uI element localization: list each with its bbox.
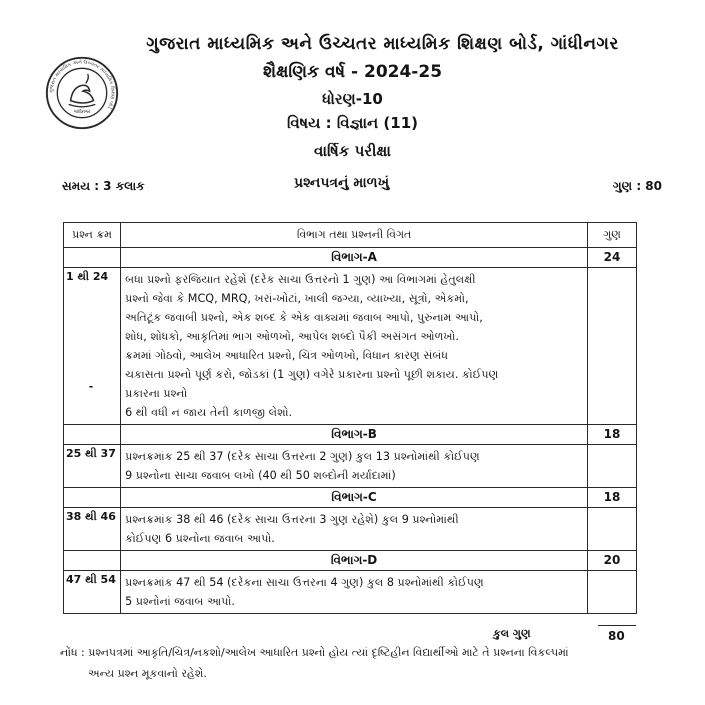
section-b-description	[121, 445, 588, 488]
section-d-marks: 20	[588, 551, 637, 571]
section-b-title: વિભાગ-B	[121, 425, 588, 445]
section-c-body-row	[64, 508, 637, 551]
total-divider	[598, 625, 636, 626]
total-marks: ગુણ : 80	[612, 179, 662, 193]
section-b-line: 9 પ્રશ્નોના સાચા જવાબ લખો (40 થી 50 શબ્દોની મર્યાદામાં)	[125, 469, 396, 482]
total-label: કુલ ગુણ	[493, 627, 531, 640]
section-b-range: 25 થી 37	[64, 445, 121, 488]
section-c-marks: 18	[588, 488, 637, 508]
section-c-line: પ્રશ્નક્રમાંક 38 થી 46 (દરેક સાચા ઉત્તરના 3 ગુણ રહેશે) કુલ 9 પ્રશ્નોમાંથી	[125, 513, 459, 526]
section-d-line: પ્રશ્નક્રમાંક 47 થી 54 (દરેકના સાચા ઉત્તરના 4 ગુણ) કુલ 8 પ્રશ્નોમાંથી કોઈપણ	[125, 576, 484, 589]
section-d-body-row	[64, 571, 637, 614]
section-c-title: વિભાગ-C	[121, 488, 588, 508]
meta-row	[62, 175, 662, 197]
exam-time: સમય : 3 કલાક	[62, 179, 145, 193]
svg-text:ગુજરાત માધ્યમિક અને ઉચ્ચતર માધ: ગુજરાત માધ્યમિક અને ઉચ્ચતર માધ્યમિક શિક્ષણ બોર્ડ	[48, 59, 116, 110]
section-b-marks: 18	[588, 425, 637, 445]
total-value: 80	[608, 629, 625, 643]
section-b-line: પ્રશ્નક્રમાંક 25 થી 37 (દરેક સાચા ઉત્તરના 2 ગુણ) કુલ 13 પ્રશ્નોમાંથી કોઈપણ	[125, 450, 480, 463]
section-d-range: 47 થી 54	[64, 571, 121, 614]
section-b-body-row	[64, 445, 637, 488]
svg-text:ગાંધીનગર: ગાંધીનગર	[73, 109, 91, 115]
blueprint-table	[63, 222, 637, 614]
section-a-line: પ્રશ્નો જેવા કે MCQ, MRQ, ખરાં-ખોટાં, ખાલી જગ્યા, વ્યાખ્યા, સૂત્રો, એકમો,	[125, 292, 469, 305]
academic-year: શૈક્ષણિક વર્ષ - 2024-25	[262, 62, 443, 82]
section-a-line: બધા પ્રશ્નો ફરજિયાત રહેશે (દરેક સાચા ઉત્તરનો 1 ગુણ) આ વિભાગમાં હેતુલક્ષી	[125, 273, 476, 286]
section-a-line: પ્રકારના પ્રશ્નો	[125, 387, 188, 400]
col-header-details: વિભાગ તથા પ્રશ્નની વિગત	[121, 223, 588, 248]
section-a-line: 6 થી વધી ન જાય તેની કાળજી લેશો.	[125, 406, 293, 419]
table-header-row	[64, 223, 637, 248]
structure-title: પ્રશ્નપત્રનું માળખું	[294, 175, 390, 191]
section-c-line: કોઈપણ 6 પ્રશ્નોના જવાબ આપો.	[125, 532, 275, 545]
standard: ધોરણ-10	[322, 90, 383, 108]
section-a-line: શોધ, શોધકો, આકૃતિમાં ભાગ ઓળખો, આપેલ શબ્દો પૈકી અસંગત ઓળખો.	[125, 330, 459, 343]
section-a-title: વિભાગ-A	[121, 248, 588, 268]
section-a-description	[121, 268, 588, 425]
section-a-line: અતિટૂંક જવાબી પ્રશ્નો, એક શબ્દ કે એક વાક્યમાં જવાબ આપો, પુરુંનામ આપો,	[125, 311, 483, 324]
section-a-dash: -	[88, 380, 94, 393]
section-c-range: 38 થી 46	[64, 508, 121, 551]
section-d-line: 5 પ્રશ્નોનાં જવાબ આપો.	[125, 595, 235, 608]
col-header-question-no: પ્રશ્ન ક્રમ	[64, 223, 121, 248]
section-a-range: 1 થી 24	[66, 270, 109, 283]
exam-name: વાર્ષિક પરીક્ષા	[314, 142, 391, 160]
note-line-1: નોંધ : પ્રશ્નપત્રમાં આકૃતિ/ચિત્ર/નકશો/આલેખ આધારિત પ્રશ્નો હોય ત્યાં દૃષ્ટિહીન વિદ્યાર્થીઓ માટે તે પ્રશ્નના વિકલ્પમાં	[60, 646, 569, 659]
section-d-description	[121, 571, 588, 614]
section-c-title-row	[64, 488, 637, 508]
section-a-line: ક્રમમાં ગોઠવો, આલેખ આધારિત પ્રશ્નો, ચિત્ર ઓળખો, વિધાન કારણ સંબંધ	[125, 349, 449, 362]
section-b-title-row	[64, 425, 637, 445]
section-d-title: વિભાગ-D	[121, 551, 588, 571]
section-a-body-row	[64, 268, 637, 425]
section-d-title-row	[64, 551, 637, 571]
section-a-title-row	[64, 248, 637, 268]
section-a-marks: 24	[588, 248, 637, 268]
board-name: ગુજરાત માધ્યમિક અને ઉચ્ચતર માધ્યમિક શિક્ષણ બોર્ડ, ગાંધીનગર	[146, 34, 619, 54]
subject: વિષય : વિજ્ઞાન (11)	[287, 114, 418, 132]
note-line-2: અન્ય પ્રશ્ન મૂકવાનો રહેશે.	[88, 667, 207, 680]
section-a-line: ચકાસતા પ્રશ્નો પૂર્ણ કરો, જોડકાં (1 ગુણ) વગેરે પ્રકારના પ્રશ્નો પૂછી શકાય. કોઈપણ	[125, 368, 499, 381]
note	[60, 642, 660, 684]
col-header-marks: ગુણ	[588, 223, 637, 248]
section-c-description	[121, 508, 588, 551]
